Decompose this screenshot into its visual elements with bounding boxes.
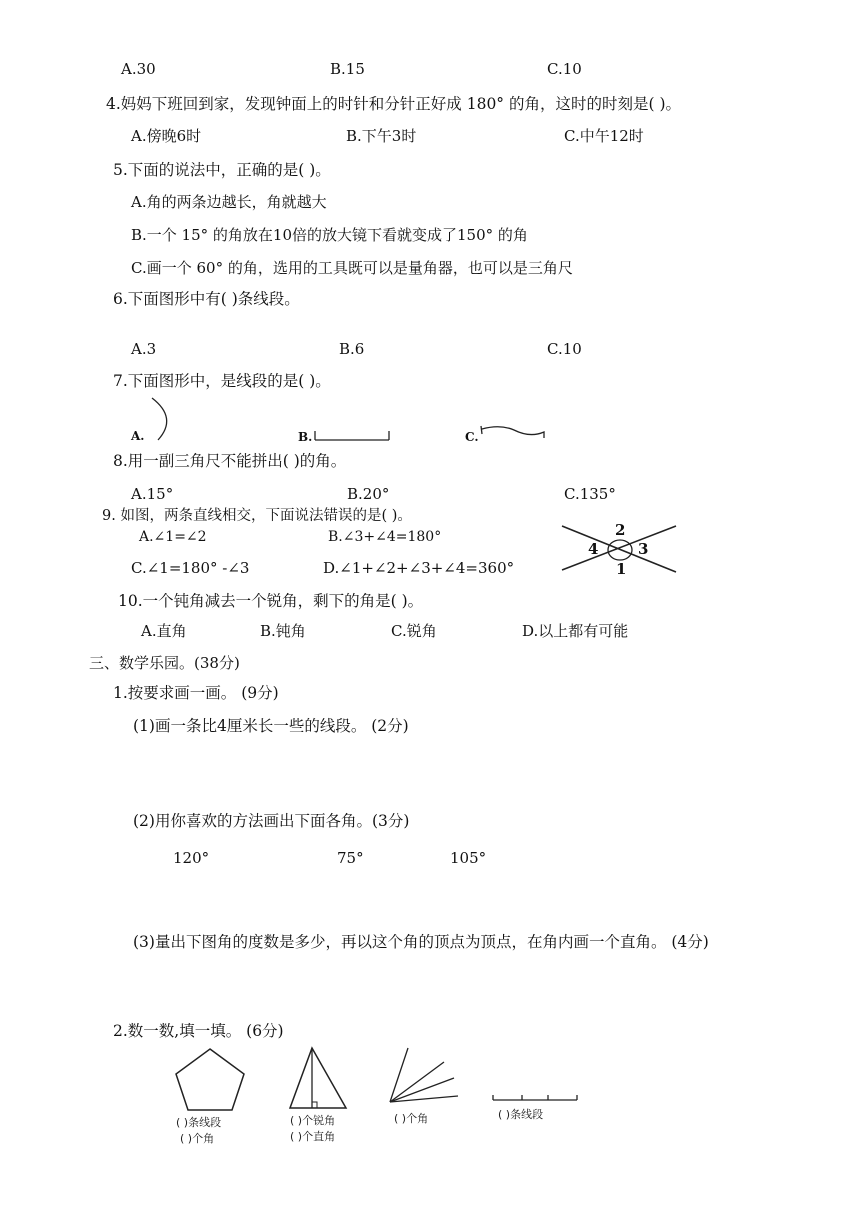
angle-75: 75°: [337, 849, 364, 867]
q8-stem: 8.用一副三角尺不能拼出( )的角。: [113, 452, 347, 470]
q4-stem: 4.妈妈下班回到家，发现钟面上的时针和分针正好成 180° 的角，这时的时刻是( )。: [106, 95, 682, 113]
section3-title: 三、数学乐园。(38分): [89, 654, 240, 672]
q3-option-b: B.15: [330, 60, 365, 78]
q4-option-b: B.下午3时: [346, 127, 417, 145]
line-points-figure: [490, 1090, 585, 1130]
rays-figure: [384, 1044, 484, 1134]
q9-option-a: A.∠1=∠2: [139, 529, 207, 545]
pentagon-angles-blank: ( )个角: [180, 1132, 215, 1145]
part2-stem: 2.数一数,填一填。 (6分): [113, 1022, 284, 1040]
q3-option-a: A.30: [121, 60, 156, 78]
q7-option-a-label: A.: [131, 429, 145, 443]
q10-option-b: B.钝角: [260, 622, 306, 640]
q4-option-c: C.中午12时: [564, 127, 644, 145]
q9-stem: 9. 如图，两条直线相交，下面说法错误的是( )。: [102, 508, 412, 524]
q9-angle-2-label: 2: [615, 521, 626, 539]
triangle-right-blank: ( )个直角: [290, 1130, 336, 1143]
angle-105: 105°: [450, 849, 487, 867]
q3-option-c: C.10: [547, 60, 582, 78]
part1-stem: 1.按要求画一画。 (9分): [113, 684, 279, 702]
q9-intersecting-lines-figure: [560, 520, 680, 576]
part1-sub1: (1)画一条比4厘米长一些的线段。 (2分): [133, 717, 409, 735]
q9-option-b: B.∠3+∠4=180°: [328, 529, 442, 545]
q8-option-b: B.20°: [347, 485, 390, 503]
q9-angle-1-label: 1: [616, 560, 627, 578]
q9-option-c: C.∠1=180° -∠3: [131, 559, 250, 577]
q8-option-c: C.135°: [564, 485, 616, 503]
pentagon-segments-blank: ( )条线段: [176, 1116, 222, 1129]
q6-option-b: B.6: [339, 340, 365, 358]
q8-option-a: A.15°: [131, 485, 174, 503]
q10-option-c: C.锐角: [391, 622, 437, 640]
q6-stem: 6.下面图形中有( )条线段。: [113, 290, 300, 308]
rays-angles-blank: ( )个角: [394, 1112, 429, 1125]
q5-stem: 5.下面的说法中，正确的是( )。: [113, 161, 331, 179]
q7-stem: 7.下面图形中，是线段的是( )。: [113, 372, 331, 390]
triangle-figure: [286, 1046, 376, 1146]
q7-option-b-label: B.: [298, 430, 313, 444]
line-segments-blank: ( )条线段: [498, 1108, 544, 1121]
q9-option-d: D.∠1+∠2+∠3+∠4=360°: [323, 559, 515, 577]
q4-option-a: A.傍晚6时: [131, 127, 202, 145]
angle-120: 120°: [173, 849, 210, 867]
q9-angle-4-label: 4: [588, 540, 599, 558]
pentagon-figure: [170, 1046, 260, 1146]
q5-option-b: B.一个 15° 的角放在10倍的放大镜下看就变成了150° 的角: [131, 226, 528, 244]
triangle-acute-blank: ( )个锐角: [290, 1114, 336, 1127]
q10-option-d: D.以上都有可能: [522, 622, 629, 640]
q7-curve-figure: [148, 396, 178, 444]
q6-option-c: C.10: [547, 340, 582, 358]
q6-option-a: A.3: [131, 340, 157, 358]
q7-segment-figure: [314, 429, 394, 443]
part1-sub3: (3)量出下图角的度数是多少，再以这个角的顶点为顶点，在角内画一个直角。 (4分): [133, 933, 709, 951]
q7-option-c-label: C.: [465, 430, 479, 444]
q7-wave-figure: [478, 420, 550, 444]
q5-option-a: A.角的两条边越长，角就越大: [131, 193, 327, 211]
q9-angle-3-label: 3: [638, 540, 649, 558]
q5-option-c: C.画一个 60° 的角，选用的工具既可以是量角器，也可以是三角尺: [131, 259, 573, 277]
part1-sub2: (2)用你喜欢的方法画出下面各角。(3分): [133, 812, 410, 830]
q10-option-a: A.直角: [141, 622, 187, 640]
q10-stem: 10.一个钝角减去一个锐角，剩下的角是( )。: [118, 592, 424, 610]
